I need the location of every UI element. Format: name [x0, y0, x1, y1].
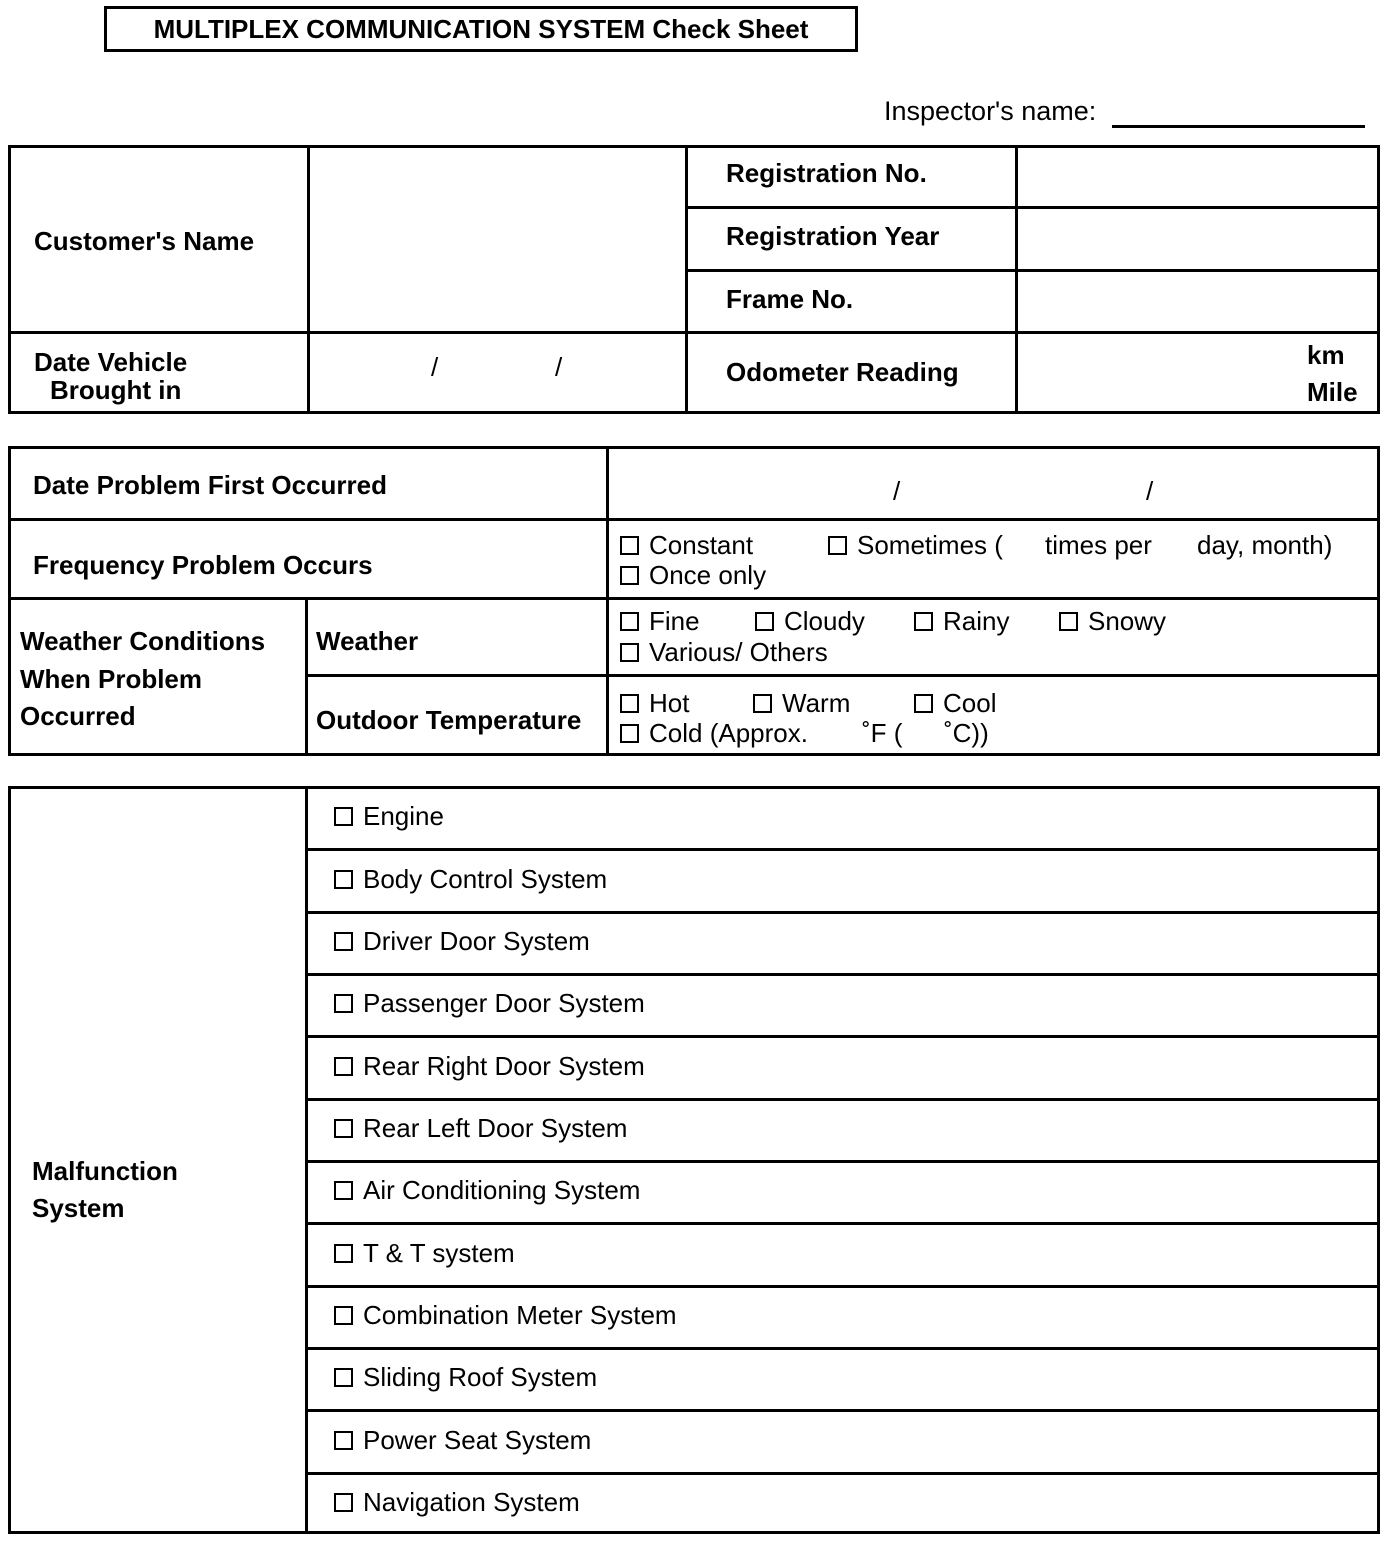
checkbox-icon — [620, 643, 639, 662]
malfunction-item[interactable] — [334, 1051, 645, 1082]
date-first-occurred-label: Date Problem First Occurred — [33, 470, 387, 500]
date-first-slash-1: / — [893, 476, 901, 506]
checkbox-icon — [334, 1057, 353, 1076]
weather-various-option[interactable]: Various/ Others — [620, 637, 828, 668]
checkbox-icon — [620, 694, 639, 713]
malfunction-item[interactable] — [334, 864, 607, 895]
customer-name-label: Customer's Name — [34, 226, 255, 256]
freq-day-month-text: day, month) — [1197, 530, 1333, 560]
checkbox-icon — [1059, 612, 1078, 631]
temp-cold-option[interactable]: Cold (Approx. — [620, 718, 808, 749]
freq-once-option[interactable]: Once only — [620, 560, 766, 591]
temp-hot-option[interactable]: Hot — [620, 688, 689, 719]
date-first-slash-2: / — [1146, 476, 1154, 506]
odometer-label: Odometer Reading — [726, 357, 959, 387]
checkbox-icon — [334, 1368, 353, 1387]
malfunction-item-label: Body Control System — [363, 864, 608, 894]
malfunction-item-label: Passenger Door System — [363, 988, 645, 1018]
weather-group-label-2: When Problem — [20, 664, 203, 694]
checkbox-icon — [753, 694, 772, 713]
weather-snowy-option[interactable]: Snowy — [1059, 606, 1166, 637]
malfunction-item[interactable] — [334, 926, 590, 957]
registration-no-label: Registration No. — [726, 158, 927, 188]
registration-year-field[interactable] — [1018, 209, 1376, 269]
checkbox-icon — [334, 1493, 353, 1512]
malfunction-item-label: Combination Meter System — [363, 1300, 677, 1330]
frame-no-label: Frame No. — [726, 284, 854, 314]
sheet-title: MULTIPLEX COMMUNICATION SYSTEM Check Sheet — [104, 6, 858, 52]
date-brought-slash-2: / — [555, 352, 563, 382]
checkbox-icon — [620, 724, 639, 743]
inspector-label: Inspector's name: — [884, 96, 1097, 126]
malfunction-item-label: Sliding Roof System — [363, 1362, 598, 1392]
odometer-unit-mile: Mile — [1307, 377, 1358, 407]
malfunction-item[interactable] — [334, 1425, 591, 1456]
malfunction-item[interactable] — [334, 1487, 580, 1518]
malfunction-item-label: Rear Left Door System — [363, 1113, 628, 1143]
frequency-label: Frequency Problem Occurs — [33, 550, 373, 580]
checkbox-icon — [620, 566, 639, 585]
temp-warm-option[interactable]: Warm — [753, 688, 850, 719]
frame-no-field[interactable] — [1018, 272, 1376, 331]
weather-cloudy-option[interactable]: Cloudy — [755, 606, 865, 637]
registration-no-field[interactable] — [1018, 148, 1376, 206]
malfunction-item-label: Navigation System — [363, 1487, 580, 1517]
malfunction-item[interactable] — [334, 1362, 597, 1393]
date-brought-slash-1: / — [431, 352, 439, 382]
freq-constant-option[interactable]: Constant — [620, 530, 753, 561]
date-brought-label-2: Brought in — [50, 375, 182, 405]
freq-sometimes-option[interactable]: Sometimes ( — [828, 530, 1003, 561]
malfunction-item-label: Air Conditioning System — [363, 1175, 641, 1205]
checkbox-icon — [334, 870, 353, 889]
checkbox-icon — [334, 807, 353, 826]
malfunction-item[interactable] — [334, 801, 444, 832]
checkbox-icon — [755, 612, 774, 631]
checkbox-icon — [334, 1431, 353, 1450]
registration-year-label: Registration Year — [726, 221, 940, 251]
temp-cool-option[interactable]: Cool — [914, 688, 996, 719]
weather-group-label-3: Occurred — [20, 701, 136, 731]
checkbox-icon — [914, 612, 933, 631]
checkbox-icon — [334, 1244, 353, 1263]
malfunction-item-label: T & T system — [363, 1238, 515, 1268]
inspector-name-field[interactable] — [1112, 125, 1365, 128]
checkbox-icon — [620, 612, 639, 631]
malfunction-item[interactable] — [334, 1175, 640, 1206]
weather-rainy-option[interactable]: Rainy — [914, 606, 1009, 637]
checkbox-icon — [620, 536, 639, 555]
temp-fahrenheit-text: ˚F ( — [862, 718, 903, 748]
malfunction-label-2: System — [32, 1193, 125, 1223]
freq-times-per-text: times per — [1045, 530, 1152, 560]
weather-group-label-1: Weather Conditions — [20, 626, 266, 656]
date-brought-label-1: Date Vehicle — [34, 347, 188, 377]
checkbox-icon — [334, 994, 353, 1013]
checkbox-icon — [334, 932, 353, 951]
malfunction-item-label: Engine — [363, 801, 444, 831]
weather-label: Weather — [316, 626, 419, 656]
checkbox-icon — [334, 1181, 353, 1200]
odometer-unit-km: km — [1307, 340, 1345, 370]
checkbox-icon — [828, 536, 847, 555]
checkbox-icon — [334, 1306, 353, 1325]
temp-celsius-text: ˚C)) — [944, 718, 989, 748]
malfunction-item[interactable] — [334, 1300, 677, 1331]
malfunction-item-label: Rear Right Door System — [363, 1051, 645, 1081]
malfunction-item[interactable] — [334, 1238, 515, 1269]
malfunction-item-label: Power Seat System — [363, 1425, 592, 1455]
weather-fine-option[interactable]: Fine — [620, 606, 700, 637]
malfunction-item[interactable] — [334, 988, 645, 1019]
malfunction-label-1: Malfunction — [32, 1156, 178, 1186]
customer-name-field[interactable] — [310, 148, 685, 331]
outdoor-temp-label: Outdoor Temperature — [316, 705, 582, 735]
malfunction-item-label: Driver Door System — [363, 926, 590, 956]
checkbox-icon — [334, 1119, 353, 1138]
malfunction-item[interactable] — [334, 1113, 627, 1144]
checkbox-icon — [914, 694, 933, 713]
